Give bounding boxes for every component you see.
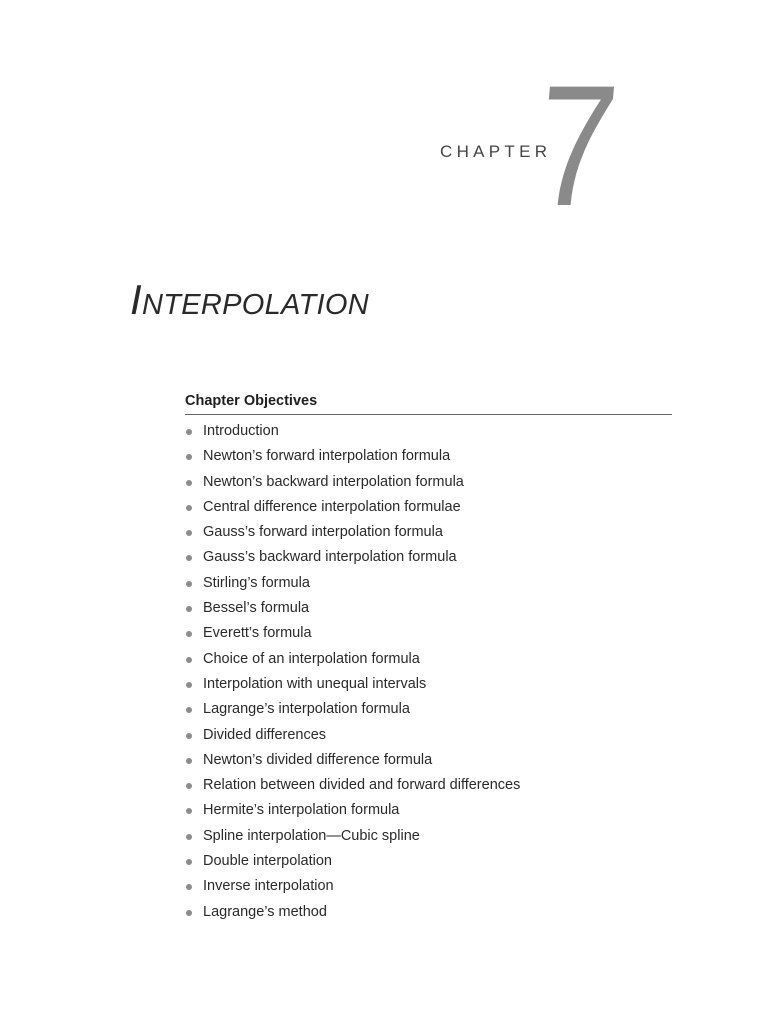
list-item — [185, 798, 672, 823]
list-item-text: Interpolation with unequal intervals — [203, 675, 427, 692]
chapter-title: Interpolation — [130, 276, 370, 323]
list-item-text: Newton’s backward interpolation formula — [203, 473, 464, 490]
bullet-icon — [186, 783, 192, 789]
list-item-text: Relation between divided and forward differences — [203, 777, 521, 794]
list-item — [185, 444, 672, 469]
list-item-text: Newton’s divided difference formula — [203, 751, 433, 768]
bullet-icon — [186, 530, 192, 536]
list-item-text: Lagrange’s method — [203, 903, 327, 920]
objectives-list — [185, 419, 672, 925]
list-item — [185, 900, 672, 925]
bullet-icon — [186, 834, 192, 840]
bullet-icon — [186, 682, 192, 688]
list-item-text: Divided differences — [203, 726, 327, 743]
list-item-text: Double interpolation — [203, 853, 332, 870]
list-item — [185, 723, 672, 748]
list-item-text: Spline interpolation—Cubic spline — [203, 827, 420, 844]
list-item-text: Choice of an interpolation formula — [203, 650, 420, 667]
bullet-icon — [186, 606, 192, 612]
list-item — [185, 596, 672, 621]
bullet-icon — [186, 657, 192, 663]
list-item-text: Introduction — [203, 423, 279, 439]
list-item — [185, 647, 672, 672]
list-item — [185, 419, 672, 444]
bullet-icon — [186, 910, 192, 916]
bullet-icon — [186, 454, 192, 460]
chapter-label: CHAPTER — [440, 142, 552, 161]
list-item-text: Everett’s formula — [203, 625, 312, 642]
bullet-icon — [186, 758, 192, 764]
bullet-icon — [186, 555, 192, 561]
list-item — [185, 470, 672, 495]
chapter-number: 7 — [529, 50, 625, 242]
list-item — [185, 672, 672, 697]
bullet-icon — [186, 859, 192, 865]
bullet-icon — [186, 808, 192, 814]
list-item — [185, 545, 672, 570]
list-item-text: Stirling’s formula — [203, 574, 310, 591]
list-item-text: Gauss’s backward interpolation formula — [203, 549, 457, 566]
list-item — [185, 773, 672, 798]
bullet-icon — [186, 505, 192, 511]
list-item-text: Bessel’s formula — [203, 600, 310, 617]
list-item — [185, 748, 672, 773]
list-item — [185, 621, 672, 646]
bullet-icon — [186, 631, 192, 637]
list-item — [185, 824, 672, 849]
list-item-text: Newton’s forward interpolation formula — [203, 448, 451, 465]
list-item-text: Central difference interpolation formulae — [203, 498, 461, 515]
bullet-icon — [186, 581, 192, 587]
list-item — [185, 495, 672, 520]
bullet-icon — [186, 707, 192, 713]
list-item — [185, 571, 672, 596]
list-item — [185, 520, 672, 545]
list-item-text: Lagrange’s interpolation formula — [203, 701, 410, 718]
list-item — [185, 697, 672, 722]
list-item-text: Gauss’s forward interpolation formula — [203, 524, 443, 541]
bullet-icon — [186, 480, 192, 486]
list-item — [185, 849, 672, 874]
bullet-icon — [186, 884, 192, 890]
bullet-icon — [186, 429, 192, 435]
list-item-text: Inverse interpolation — [203, 878, 334, 895]
objectives-heading: Chapter Objectives — [185, 393, 672, 415]
list-item-text: Hermite’s interpolation formula — [203, 802, 400, 819]
chapter-objectives — [185, 393, 672, 925]
bullet-icon — [186, 733, 192, 739]
list-item — [185, 874, 672, 899]
